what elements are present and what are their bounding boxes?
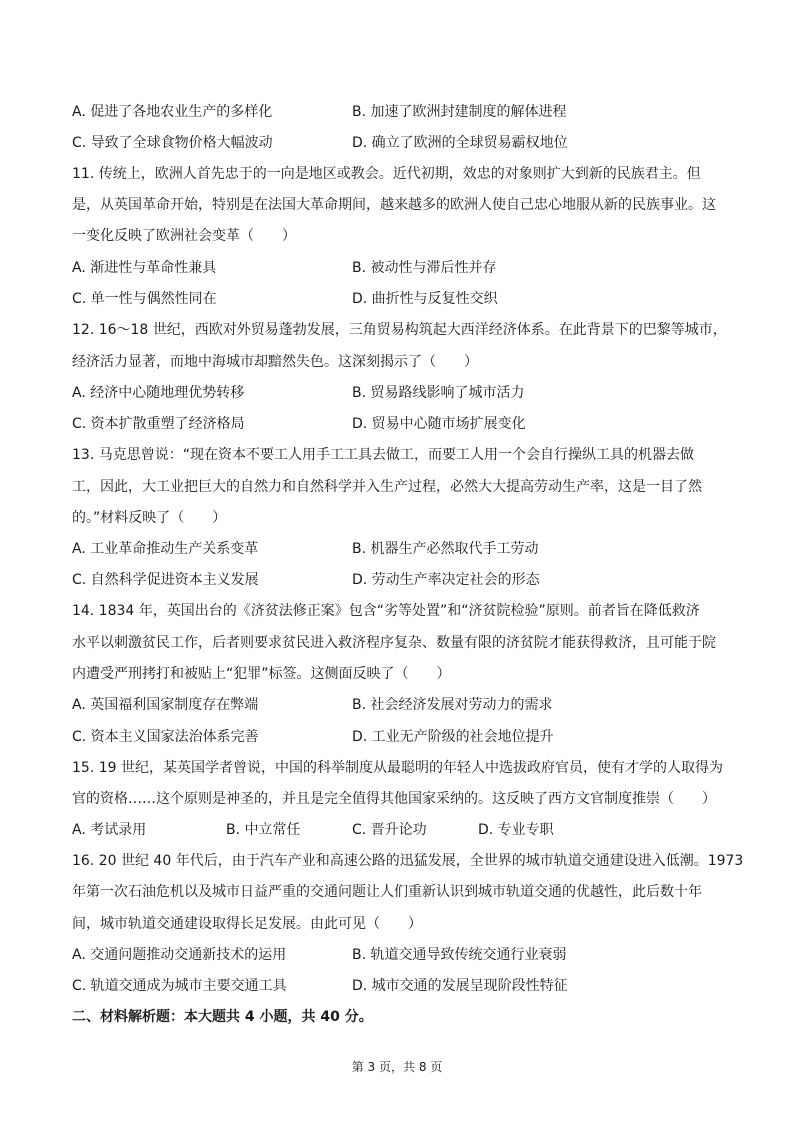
q12-option-d[interactable]: D. 贸易中心随市场扩展变化 — [352, 416, 526, 432]
q16-stem-line-1: 16. 20 世纪 40 年代后，由于汽车产业和高速公路的迅猛发展，全世界的城市轨道交通建设进入低潮。1973 — [72, 853, 744, 869]
page-number-footer: 第 3 页，共 8 页 — [351, 1060, 443, 1074]
q12-stem-line-2: 经济活力显著，而地中海城市却黯然失色。这深刻揭示了（ ） — [72, 354, 478, 370]
q15-option-c[interactable]: C. 晋升论功 — [352, 822, 427, 838]
q13-option-a[interactable]: A. 工业革命推动生产关系变革 — [72, 541, 259, 557]
q16-stem-line-3: 间，城市轨道交通建设取得长足发展。由此可见（ ） — [72, 916, 422, 932]
q11-option-a[interactable]: A. 渐进性与革命性兼具 — [72, 260, 217, 276]
q11-option-c[interactable]: C. 单一性与偶然性同在 — [72, 291, 217, 307]
q11-stem-line-1: 11. 传统上，欧洲人首先忠于的一向是地区或教会。近代初期，效忠的对象则扩大到新的民族君主。但 — [72, 166, 701, 182]
q13-stem-line-3: 的。”材料反映了（ ） — [72, 510, 227, 526]
q14-stem-line-2: 水平以刺激贫民工作，后者则要求贫民进入救济程序复杂、数量有限的济贫院才能获得救济，且可能于院 — [72, 635, 716, 651]
q11-option-b[interactable]: B. 被动性与滞后性并存 — [352, 260, 497, 276]
q16-option-d[interactable]: D. 城市交通的发展呈现阶段性特征 — [352, 978, 568, 994]
q12-stem-line-1: 12. 16～18 世纪，西欧对外贸易蓬勃发展，三角贸易构筑起大西洋经济体系。在此背景下的巴黎等城市， — [72, 322, 727, 338]
section-2-heading: 二、材料解析题：本大题共 4 小题，共 40 分。 — [72, 1009, 373, 1025]
q15-stem-line-1: 15. 19 世纪，某英国学者曾说，中国的科举制度从最聪明的年轻人中选拔政府官员，使有才学的人取得为 — [72, 760, 723, 776]
q12-option-b[interactable]: B. 贸易路线影响了城市活力 — [352, 385, 525, 401]
q14-option-c[interactable]: C. 资本主义国家法治体系完善 — [72, 729, 259, 745]
q10-option-d[interactable]: D. 确立了欧洲的全球贸易霸权地位 — [352, 135, 568, 151]
q16-option-c[interactable]: C. 轨道交通成为城市主要交通工具 — [72, 978, 287, 994]
q11-option-d[interactable]: D. 曲折性与反复性交织 — [352, 291, 498, 307]
q15-option-d[interactable]: D. 专业专职 — [478, 822, 554, 838]
q14-option-a[interactable]: A. 英国福利国家制度存在弊端 — [72, 697, 259, 713]
q14-stem-line-1: 14. 1834 年，英国出台的《济贫法修正案》包含“劣等处置”和“济贫院检验”原则。前者旨在降低救济 — [72, 603, 700, 619]
q14-stem-line-3: 内遭受严刑拷打和被贴上“犯罪”标签。这侧面反映了（ ） — [72, 666, 451, 682]
q13-option-d[interactable]: D. 劳动生产率决定社会的形态 — [352, 572, 540, 588]
q11-stem-line-3: 一变化反映了欧洲社会变革（ ） — [72, 228, 296, 244]
q15-option-b[interactable]: B. 中立常任 — [226, 822, 301, 838]
q16-option-b[interactable]: B. 轨道交通导致传统交通行业衰弱 — [352, 947, 567, 963]
q15-stem-line-2: 官的资格……这个原则是神圣的，并且是完全值得其他国家采纳的。这反映了西方文官制度推崇（ ） — [72, 791, 716, 807]
q12-option-c[interactable]: C. 资本扩散重塑了经济格局 — [72, 416, 245, 432]
q13-option-c[interactable]: C. 自然科学促进资本主义发展 — [72, 572, 259, 588]
q11-stem-line-2: 是，从英国革命开始，特别是在法国大革命期间，越来越多的欧洲人使自己忠心地服从新的民族事业。这 — [72, 197, 716, 213]
q14-option-b[interactable]: B. 社会经济发展对劳动力的需求 — [352, 697, 553, 713]
q13-stem-line-2: 工，因此，大工业把巨大的自然力和自然科学并入生产过程，必然大大提高劳动生产率，这是一目了然 — [72, 479, 702, 495]
q12-option-a[interactable]: A. 经济中心随地理优势转移 — [72, 385, 245, 401]
q14-option-d[interactable]: D. 工业无产阶级的社会地位提升 — [352, 729, 554, 745]
q16-option-a[interactable]: A. 交通问题推动交通新技术的运用 — [72, 947, 287, 963]
q10-option-b[interactable]: B. 加速了欧洲封建制度的解体进程 — [352, 104, 567, 120]
q10-option-a[interactable]: A. 促进了各地农业生产的多样化 — [72, 104, 273, 120]
q15-option-a[interactable]: A. 考试录用 — [72, 822, 147, 838]
q13-option-b[interactable]: B. 机器生产必然取代手工劳动 — [352, 541, 539, 557]
q10-option-c[interactable]: C. 导致了全球食物价格大幅波动 — [72, 135, 273, 151]
q13-stem-line-1: 13. 马克思曾说：“现在资本不要工人用手工工具去做工，而要工人用一个会自行操纵工具的机器去做 — [72, 447, 694, 463]
q16-stem-line-2: 年第一次石油危机以及城市日益严重的交通问题让人们重新认识到城市轨道交通的优越性，此后数十年 — [72, 884, 702, 900]
